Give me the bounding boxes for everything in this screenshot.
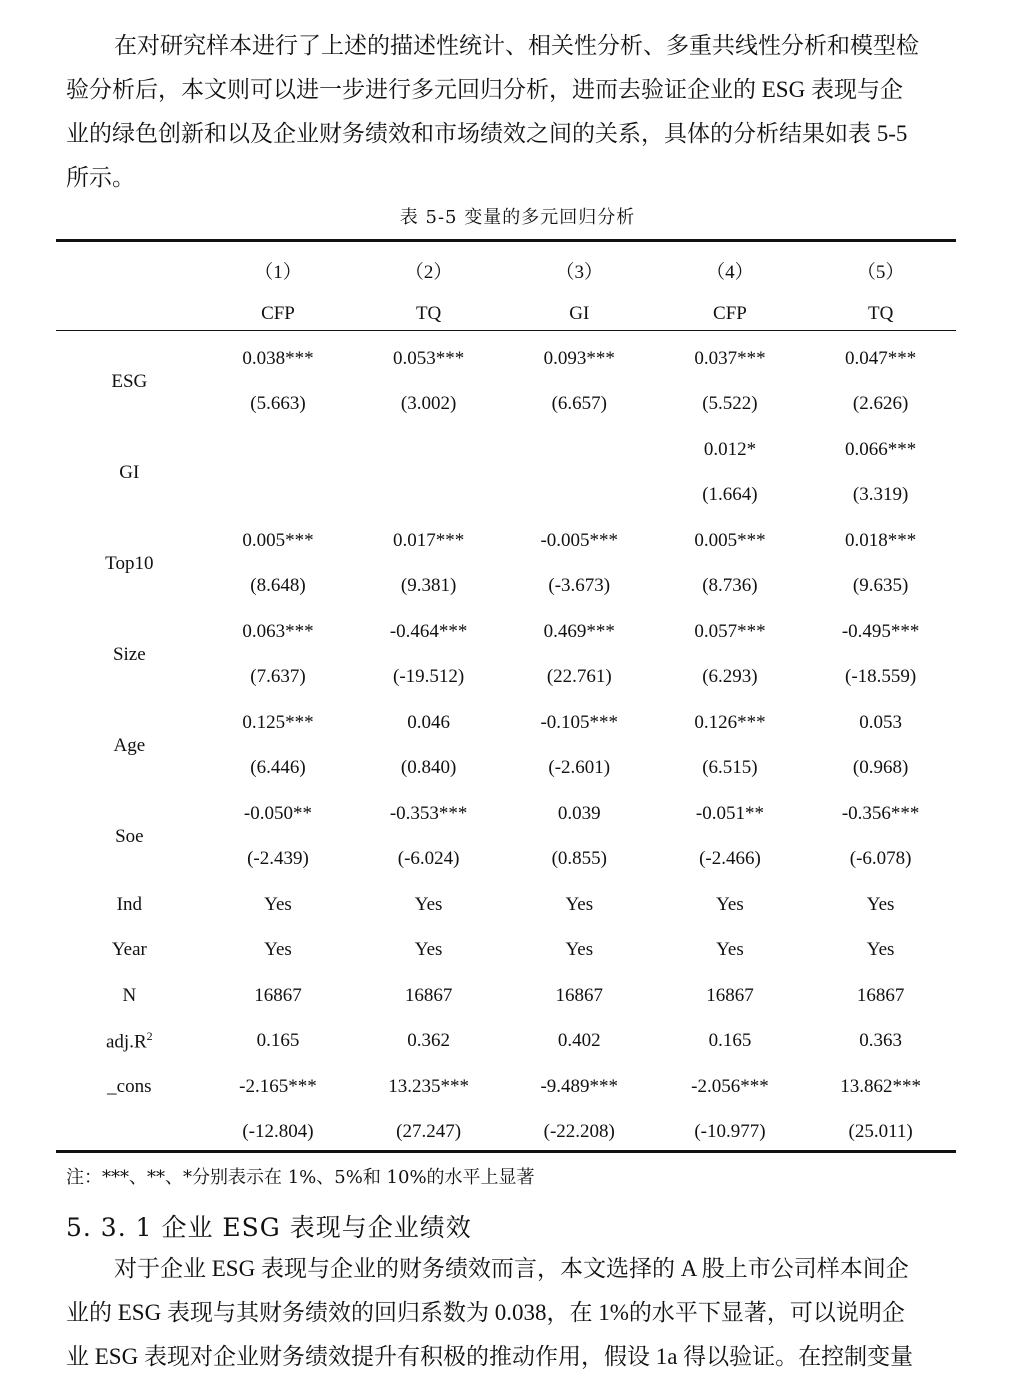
value-cell: 16867 <box>856 984 905 1006</box>
coefficient-cell: 0.057*** <box>694 620 766 642</box>
table-header-numbers <box>56 248 956 292</box>
column-variable: GI <box>569 303 590 324</box>
section-heading: 5. 3. 1 企业 ESG 表现与企业绩效 <box>66 1213 472 1242</box>
coefficient-cell: 0.046 <box>407 711 450 733</box>
column-variable: TQ <box>867 303 894 324</box>
row-label: Soe <box>115 825 144 847</box>
t-stat-cell: (22.761) <box>546 666 612 688</box>
row-label-text: adj.R <box>106 1031 147 1053</box>
t-stat-cell: (-2.439) <box>247 848 309 870</box>
row-label <box>56 973 203 1019</box>
table-row <box>56 518 956 564</box>
t-stat-cell: (1.664) <box>702 484 758 506</box>
t-stat-cell: (3.319) <box>852 484 909 506</box>
t-stat-cell: (-18.559) <box>845 666 917 688</box>
t-stat-cell: (-12.804) <box>242 1121 314 1143</box>
t-stat-cell: (2.626) <box>852 393 909 415</box>
t-stat-cell: (8.648) <box>250 575 306 597</box>
t-stat-cell: (-3.673) <box>548 575 611 597</box>
table-top-rule <box>56 239 956 242</box>
t-stat-cell: (7.637) <box>250 666 306 688</box>
t-stat-cell: (-6.078) <box>849 848 912 870</box>
t-stat-cell: (3.002) <box>400 393 457 415</box>
value-cell: Yes <box>565 893 594 915</box>
value-cell: Yes <box>414 939 443 961</box>
table-row <box>56 700 956 746</box>
coefficient-cell: -0.495*** <box>841 620 920 642</box>
coefficient-cell: -0.051** <box>695 802 764 824</box>
table-row <box>56 791 956 837</box>
column-number: （1） <box>254 261 302 283</box>
body-paragraph <box>66 1247 946 1379</box>
intro-line: 验分析后，本文则可以进一步进行多元回归分析，进而去验证企业的 ESG 表现与企 <box>66 77 903 102</box>
t-stat-cell: (-6.024) <box>397 848 460 870</box>
value-cell: 16867 <box>254 984 302 1006</box>
row-label-text: Ind <box>116 893 142 915</box>
value-cell: Yes <box>866 893 895 915</box>
body-line: 对于企业 ESG 表现与企业的财务绩效而言，本文选择的 A 股上市公司样本间企 <box>114 1256 909 1281</box>
table-note: 注：***、**、*分别表示在 1%、5%和 10%的水平上显著 <box>66 1167 535 1188</box>
table-row <box>56 973 956 1019</box>
coefficient-cell: 0.037*** <box>694 347 766 369</box>
table-row <box>56 427 956 473</box>
coefficient-cell: 0.012* <box>703 438 757 460</box>
t-stat-cell: (0.840) <box>400 757 457 779</box>
t-stat-cell: (0.968) <box>852 757 909 779</box>
coefficient-cell: -0.005*** <box>540 529 619 551</box>
row-label-text: N <box>122 984 137 1006</box>
row-label: Size <box>112 643 146 665</box>
coefficient-cell <box>203 427 354 473</box>
column-variable: CFP <box>713 303 747 324</box>
value-cell: Yes <box>414 893 443 915</box>
value-cell: 0.362 <box>407 1030 450 1052</box>
coefficient-cell: -0.464*** <box>389 620 468 642</box>
intro-line: 业的绿色创新和以及企业财务绩效和市场绩效之间的关系，具体的分析结果如表 5-5 <box>66 121 908 146</box>
table-caption: 表 5-5 变量的多元回归分析 <box>399 207 636 228</box>
t-stat-cell: (-19.512) <box>393 666 465 688</box>
intro-line: 所示。 <box>66 165 135 190</box>
table-row <box>56 928 956 974</box>
t-stat-cell: (6.515) <box>702 757 758 779</box>
coefficient-cell: 0.053 <box>859 711 902 733</box>
value-cell: Yes <box>716 893 744 915</box>
coefficient-cell: -0.353*** <box>389 802 468 824</box>
row-label: ESG <box>111 370 148 392</box>
row-label <box>56 1110 203 1156</box>
t-stat-cell: (9.635) <box>852 575 909 597</box>
t-stat-cell: (0.855) <box>551 848 607 870</box>
value-cell: 0.402 <box>557 1030 601 1052</box>
row-label <box>56 1019 203 1065</box>
row-label <box>56 928 203 974</box>
t-stat-cell <box>504 473 655 519</box>
t-stat-cell: (-2.601) <box>548 757 611 779</box>
coefficient-cell: 0.047*** <box>845 347 917 369</box>
column-variable: TQ <box>415 303 442 324</box>
value-cell: 16867 <box>404 984 453 1006</box>
body-line: 业 ESG 表现对企业财务绩效提升有积极的推动作用，假设 1a 得以验证。在控制变量 <box>66 1344 914 1369</box>
coefficient-cell: -0.050** <box>243 802 312 824</box>
value-cell: 16867 <box>555 984 604 1006</box>
t-stat-cell: (5.522) <box>702 393 758 415</box>
value-cell: 16867 <box>706 984 754 1006</box>
row-label-superscript: 2 <box>146 1029 153 1044</box>
coefficient-cell <box>353 427 504 473</box>
column-number: （5） <box>856 261 905 283</box>
coefficient-cell: 0.093*** <box>543 347 615 369</box>
t-stat-cell: (25.011) <box>848 1121 913 1143</box>
value-cell: Yes <box>565 939 594 961</box>
value-cell: 0.165 <box>256 1030 300 1052</box>
coefficient-cell: 0.039 <box>557 802 601 824</box>
t-stat-cell: (6.293) <box>702 666 758 688</box>
t-stat-cell: (-2.466) <box>699 848 761 870</box>
value-cell: Yes <box>264 939 292 961</box>
intro-paragraph <box>66 24 946 200</box>
body-line: 业的 ESG 表现与其财务绩效的回归系数为 0.038，在 1%的水平下显著，可以说明企 <box>66 1300 905 1325</box>
coefficient-cell <box>504 427 655 473</box>
coefficient-cell: -2.165*** <box>239 1075 317 1097</box>
coefficient-cell: 0.125*** <box>242 711 314 733</box>
value-cell: Yes <box>716 939 744 961</box>
table-row <box>56 1019 956 1065</box>
value-cell: Yes <box>264 893 292 915</box>
coefficient-cell: 0.005*** <box>242 529 314 551</box>
coefficient-cell: 0.018*** <box>845 529 917 551</box>
value-cell: Yes <box>866 939 895 961</box>
coefficient-cell: 0.126*** <box>694 711 766 733</box>
t-stat-cell: (5.663) <box>250 393 306 415</box>
regression-table <box>56 248 956 1155</box>
coefficient-cell: 0.005*** <box>694 529 766 551</box>
column-number: （2） <box>404 261 453 283</box>
t-stat-cell: (6.657) <box>551 393 607 415</box>
row-label-text: Year <box>111 939 147 961</box>
coefficient-cell: -0.356*** <box>841 802 920 824</box>
column-number: （4） <box>706 261 754 283</box>
coefficient-cell: 0.053*** <box>393 347 465 369</box>
table-header-vars <box>56 292 956 336</box>
t-stat-cell <box>203 473 354 519</box>
coefficient-cell: -0.105*** <box>540 711 619 733</box>
row-label: Top10 <box>105 552 154 574</box>
coefficient-cell: 0.063*** <box>242 620 314 642</box>
t-stat-cell: (27.247) <box>396 1121 462 1143</box>
table-row <box>56 882 956 928</box>
row-label <box>56 882 203 928</box>
row-label: GI <box>119 461 140 483</box>
t-stat-cell <box>353 473 504 519</box>
table-row <box>56 1064 956 1110</box>
table-row <box>56 336 956 382</box>
t-stat-cell: (9.381) <box>400 575 457 597</box>
value-cell: 0.165 <box>708 1030 752 1052</box>
row-label: Age <box>113 734 146 756</box>
t-stat-cell: (8.736) <box>702 575 758 597</box>
table-row <box>56 1110 956 1156</box>
coefficient-cell: 0.038*** <box>242 347 314 369</box>
column-variable: CFP <box>261 303 295 324</box>
coefficient-cell: -9.489*** <box>540 1075 619 1097</box>
row-label: _cons <box>107 1075 152 1097</box>
intro-line: 在对研究样本进行了上述的描述性统计、相关性分析、多重共线性分析和模型检 <box>114 33 919 58</box>
coefficient-cell: 13.235*** <box>388 1075 469 1097</box>
coefficient-cell: 0.066*** <box>845 438 917 460</box>
t-stat-cell: (-10.977) <box>694 1121 766 1143</box>
t-stat-cell: (6.446) <box>250 757 306 779</box>
t-stat-cell: (-22.208) <box>543 1121 615 1143</box>
coefficient-cell: 0.469*** <box>543 620 615 642</box>
coefficient-cell: 0.017*** <box>393 529 465 551</box>
coefficient-cell: -2.056*** <box>691 1075 769 1097</box>
column-number: （3） <box>555 261 604 283</box>
coefficient-cell: 13.862*** <box>840 1075 921 1097</box>
value-cell: 0.363 <box>859 1030 902 1052</box>
table-row <box>56 609 956 655</box>
